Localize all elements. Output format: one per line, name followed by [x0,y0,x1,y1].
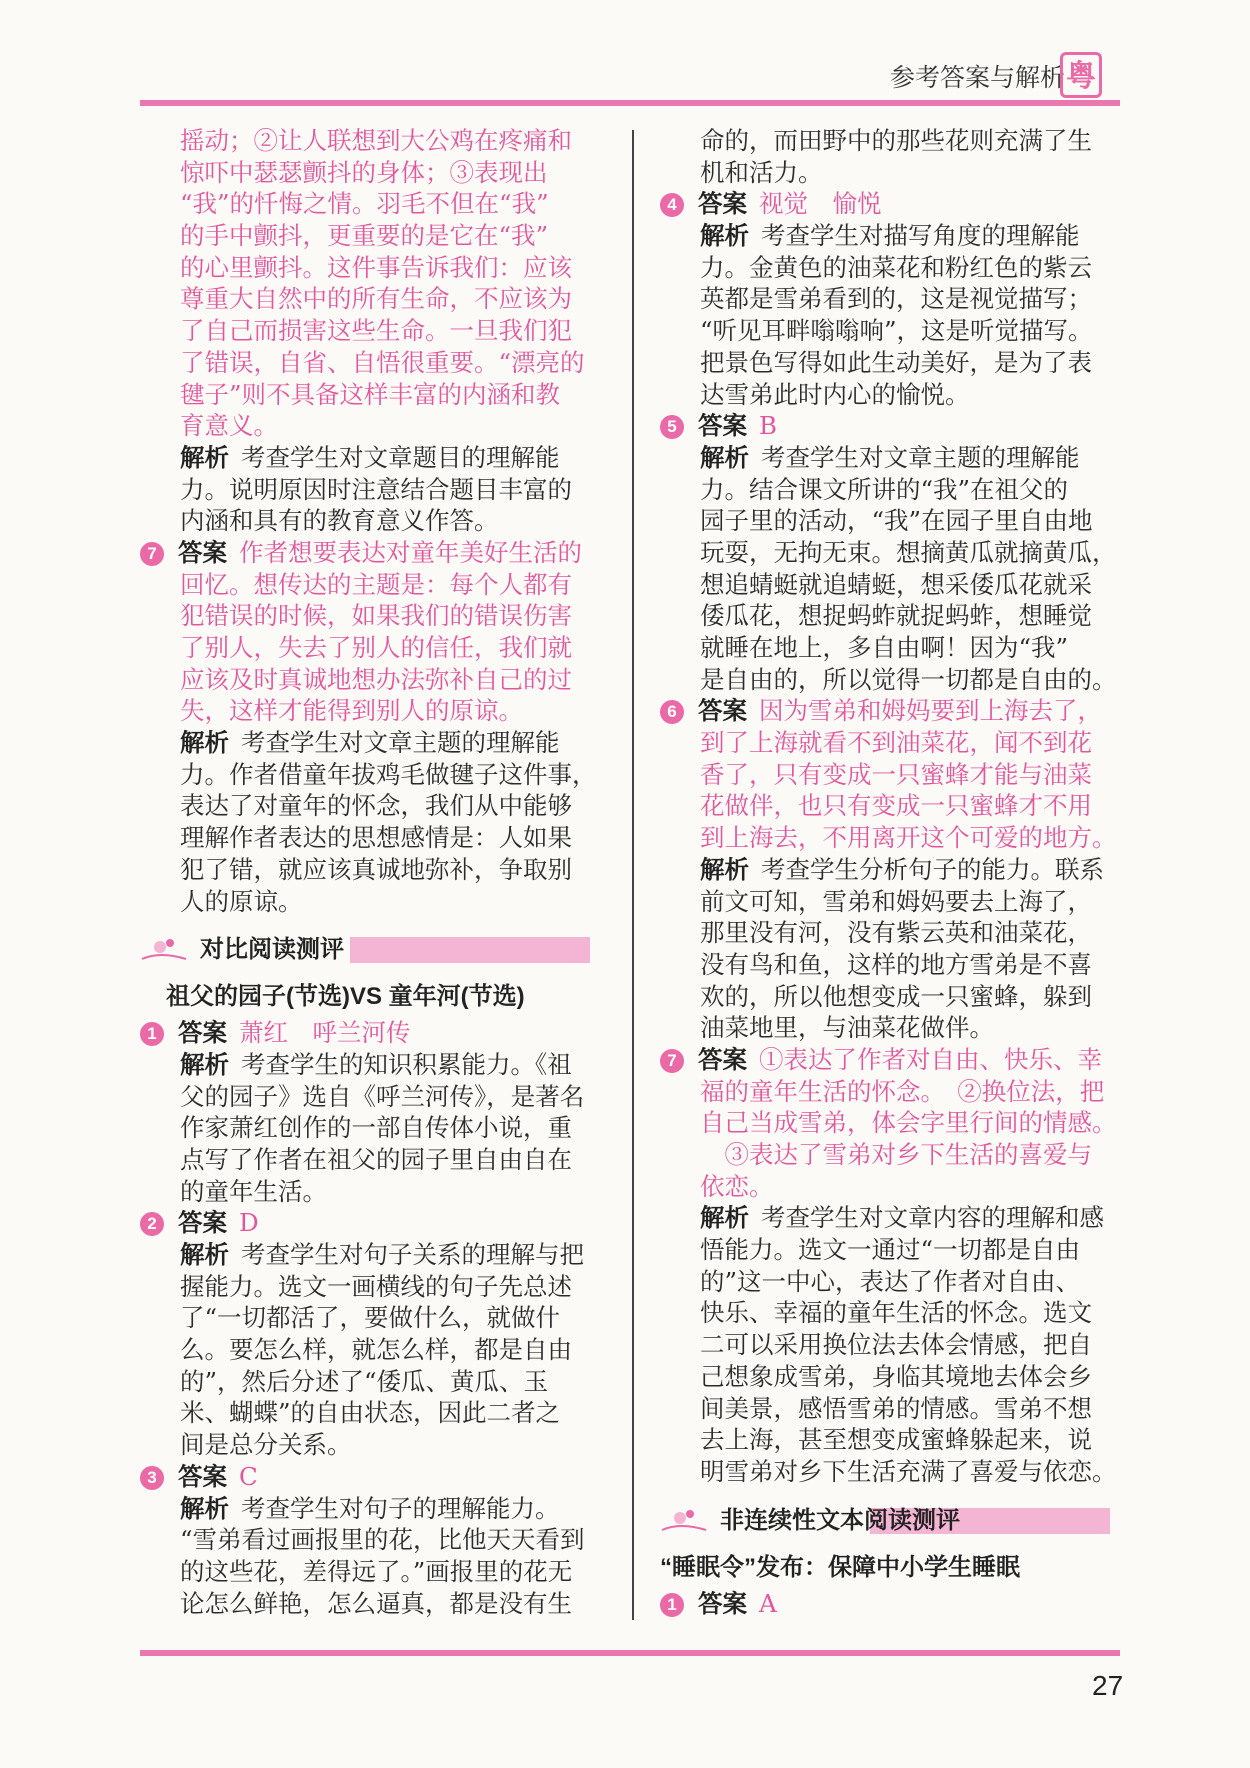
header-badge: 粤 [1060,52,1102,98]
section-heading [660,1500,1120,1544]
s1-q7-analysis-line: 快乐、幸福的童年生活的怀念。选文 [700,1298,1092,1328]
s1-q7-analysis-line: 二可以采用换位法去体会情感，把自 [700,1330,1092,1360]
header-title: 参考答案与解析 [890,63,1066,92]
s1-q3-analysis-line: 论怎么鲜艳，怎么逼真，都是没有生 [180,1588,572,1618]
s1-q6-analysis-line: 前文可知，雪弟和姆妈要去上海了， [700,886,1092,916]
q6-answer-line: 育意义。 [180,411,278,441]
s1-q6-answer-line: 香了，只有变成一只蜜蜂才能与油菜 [700,759,1092,789]
q7-answer-line: 应该及时真诚地想办法弥补自己的过 [180,664,572,694]
s1-q5-analysis-line: 解析 考查学生对文章主题的理解能 [700,442,1080,472]
s1-q6-answer-line: 到上海去，不用离开这个可爱的地方。 [700,823,1117,853]
q7-analysis-line: 表达了对童年的怀念，我们从中能够 [180,791,572,821]
section-title: 非连续性文本阅读测评 [720,1504,960,1534]
s1-q2-analysis-line: 么。要怎么样，就怎么样，都是自由 [180,1335,572,1365]
s1-q4-analysis-line: 把景色写得如此生动美好，是为了表 [700,347,1092,377]
s2-q1-answer: 1 答案 A [660,1588,1120,1620]
section-subtitle: “睡眠令”发布：保障中小学生睡眠 [660,1553,1020,1581]
s1-q2-analysis-line: 握能力。选文一画横线的句子先总述 [180,1271,572,1301]
left-column [140,125,600,1619]
s1-q2-analysis-line: 了“一切都活了，要做什么，就做什 [180,1303,561,1333]
column-divider [632,130,634,1620]
s1-q3-analysis-line: “雪弟看过画报里的花，比他天天看到 [180,1525,585,1555]
s1-q7-analysis-line: 解析 考查学生对文章内容的理解和感 [700,1203,1104,1233]
s1-q7-answer-line: 依恋。 [700,1171,774,1201]
s1-q5-analysis-line: 园子里的活动，“我”在园子里自由地 [700,506,1093,536]
s1-q5-analysis-line: 想追蜻蜓就追蜻蜓，想采倭瓜花就采 [700,569,1092,599]
s1-q7-analysis-line: 己想象成雪弟，身临其境地去体会乡 [700,1361,1092,1391]
s1-q6-analysis-line: 油菜地里，与油菜花做伴。 [700,1013,994,1043]
s1-q7-answer-line: 福的童年生活的怀念。 ②换位法，把 [700,1076,1105,1106]
section-subtitle: 祖父的园子(节选)VS 童年河(节选) [166,983,525,1011]
s1-q3-answer: 3 答案 C [140,1461,600,1493]
s1-q7-answer-line: ③表达了雪弟对乡下生活的喜爱与 [700,1140,1092,1169]
section-band [350,937,590,963]
s1-q2-analysis-line: 间是总分关系。 [180,1430,352,1460]
q7-analysis-line: 人的原谅。 [180,886,303,916]
q7-analysis-line: 力。作者借童年拔鸡毛做毽子这件事， [180,759,597,789]
q6-answer-line: 毽子”则不具备这样丰富的内涵和教 [180,379,561,409]
s1-q4-analysis-line: 力。金黄色的油菜花和粉红色的紫云 [700,252,1092,282]
s1-q1-answer: 1 答案 萧红 呼兰河传 [140,1017,600,1049]
s1-q5-analysis-line: 倭瓜花，想捉蚂蚱就捉蚂蚱，想睡觉 [700,601,1092,631]
s1-q6-analysis-line: 解析 考查学生分析句子的能力。联系 [700,854,1104,884]
s1-q4-analysis-line: 达雪弟此时内心的愉悦。 [700,379,970,409]
s1-q7-analysis-line: 明雪弟对乡下生活充满了喜爱与依恋。 [700,1456,1117,1486]
q7-answer-line: 犯错误的时候，如果我们的错误伤害 [180,601,572,631]
s1-q1-analysis-line: 点写了作者在祖父的园子里自由自在 [180,1144,572,1174]
s1-q1-analysis-line: 作家萧红创作的一部自传体小说，重 [180,1113,572,1143]
q7-answer-line: 7 答案 作者想要表达对童年美好生活的 [140,537,600,569]
s1-q2-analysis-line: 解析 考查学生对句子关系的理解与把 [180,1240,584,1269]
flower-icon [660,1504,708,1534]
s1-q2-analysis-line: 米、蝴蝶”的自由状态，因此二者之 [180,1398,561,1428]
s1-q1-analysis-line: 解析 考查学生的知识积累能力。《祖 [180,1049,572,1079]
q6-answer-line: 了自己而损害这些生命。一旦我们犯 [180,316,572,346]
s1-q6-analysis-line: 那里没有河，没有紫云英和油菜花， [700,918,1092,948]
s1-q1-analysis-line: 的童年生活。 [180,1176,327,1206]
s1-q6-answer-line: 到了上海就看不到油菜花，闻不到花 [700,728,1092,758]
s1-q5-analysis-line: 是自由的，所以觉得一切都是自由的。 [700,664,1117,694]
s1-q1-analysis-line: 父的园子》选自《呼兰河传》，是著名 [180,1081,585,1111]
s1-q4-analysis-line: “听见耳畔嗡嗡响”，这是听觉描写。 [700,316,1093,346]
s1-q2-answer: 2 答案 D [140,1207,600,1239]
q7-analysis-line: 理解作者表达的思想感情是：人如果 [180,823,572,853]
s1-q4-analysis-line: 英都是雪弟看到的，这是视觉描写； [700,284,1092,314]
q6-analysis-line: 解析 考查学生对文章题目的理解能 [180,442,560,472]
section-heading [140,929,600,973]
s1-q7-analysis-line: 悟能力。选文一通过“一切都是自由 [700,1235,1081,1265]
q7-answer-line: 了别人，失去了别人的信任，我们就 [180,633,572,662]
s1-q7-answer: 7 答案 ①表达了作者对自由、快乐、幸 [660,1044,1120,1076]
q7-answer-line: 回忆。想传达的主题是：每个人都有 [180,569,572,599]
s1-q7-analysis-line: 间美景，感悟雪弟的情感。雪弟不想 [700,1393,1092,1423]
q6-answer-line: 的心里颤抖。这件事告诉我们：应该 [180,252,572,282]
q6-answer-line: 了错误，自省、自悟很重要。“漂亮的 [180,347,585,377]
s1-q2-analysis-line: 的”，然后分述了“倭瓜、黄瓜、玉 [180,1366,549,1396]
bottom-rule [140,1650,1120,1656]
q3-analysis-continuation: 机和活力。 [700,157,823,187]
q7-answer-line: 失，这样才能得到别人的原谅。 [180,696,523,726]
s1-q4-analysis-line: 解析 考查学生对描写角度的理解能 [700,221,1080,251]
page-number: 27 [1092,1670,1124,1701]
s1-q5-answer: 5 答案 B [660,410,1120,442]
q7-analysis-line: 解析 考查学生对文章主题的理解能 [180,728,560,758]
s1-q3-analysis-line: 解析 考查学生对句子的理解能力。 [180,1493,560,1523]
q7-analysis-line: 犯了错，就应该真诚地弥补，争取别 [180,854,572,884]
q6-analysis-line: 内涵和具有的教育意义作答。 [180,506,499,536]
q6-answer-line: 惊吓中瑟瑟颤抖的身体；③表现出 [180,157,548,187]
s1-q7-analysis-line: 去上海，甚至想变成蜜蜂躲起来，说 [700,1425,1092,1455]
s1-q6-answer: 6 答案 因为雪弟和姆妈要到上海去了， [660,695,1120,727]
s1-q6-analysis-line: 没有鸟和鱼，这样的地方雪弟是不喜 [700,949,1092,979]
s1-q5-analysis-line: 力。结合课文所讲的“我”在祖父的 [700,474,1069,504]
top-rule [140,100,1120,106]
section-title: 对比阅读测评 [200,934,344,964]
s1-q3-analysis-line: 的这些花，差得远了。”画报里的花无 [180,1556,573,1586]
s1-q6-answer-line: 花做伴，也只有变成一只蜜蜂才不用 [700,791,1092,821]
q6-answer-line: 尊重大自然中的所有生命，不应该为 [180,284,572,314]
s1-q4-answer: 4 答案 视觉 愉悦 [660,188,1120,220]
flower-icon [140,933,188,963]
s1-q6-analysis-line: 欢的，所以他想变成一只蜜蜂，躲到 [700,981,1092,1011]
s1-q5-analysis-line: 玩耍，无拘无束。想摘黄瓜就摘黄瓜， [700,537,1117,567]
right-column [660,125,1120,1619]
s1-q7-answer-line: 自己当成雪弟，体会字里行间的情感。 [700,1108,1117,1138]
q3-analysis-continuation: 命的，而田野中的那些花则充满了生 [700,126,1092,155]
s1-q5-analysis-line: 就睡在地上，多自由啊！因为“我” [700,633,1069,662]
q6-answer-continuation [140,125,600,442]
q6-answer-line: “我”的忏悔之情。羽毛不但在“我” [180,189,549,219]
s1-q7-analysis-line: 的”这一中心，表达了作者对自由、 [700,1266,1081,1296]
q6-answer-line: 的手中颤抖，更重要的是它在“我” [180,221,549,251]
q6-answer-line: 摇动；②让人联想到大公鸡在疼痛和 [180,126,572,155]
q6-analysis-line: 力。说明原因时注意结合题目丰富的 [180,474,572,504]
